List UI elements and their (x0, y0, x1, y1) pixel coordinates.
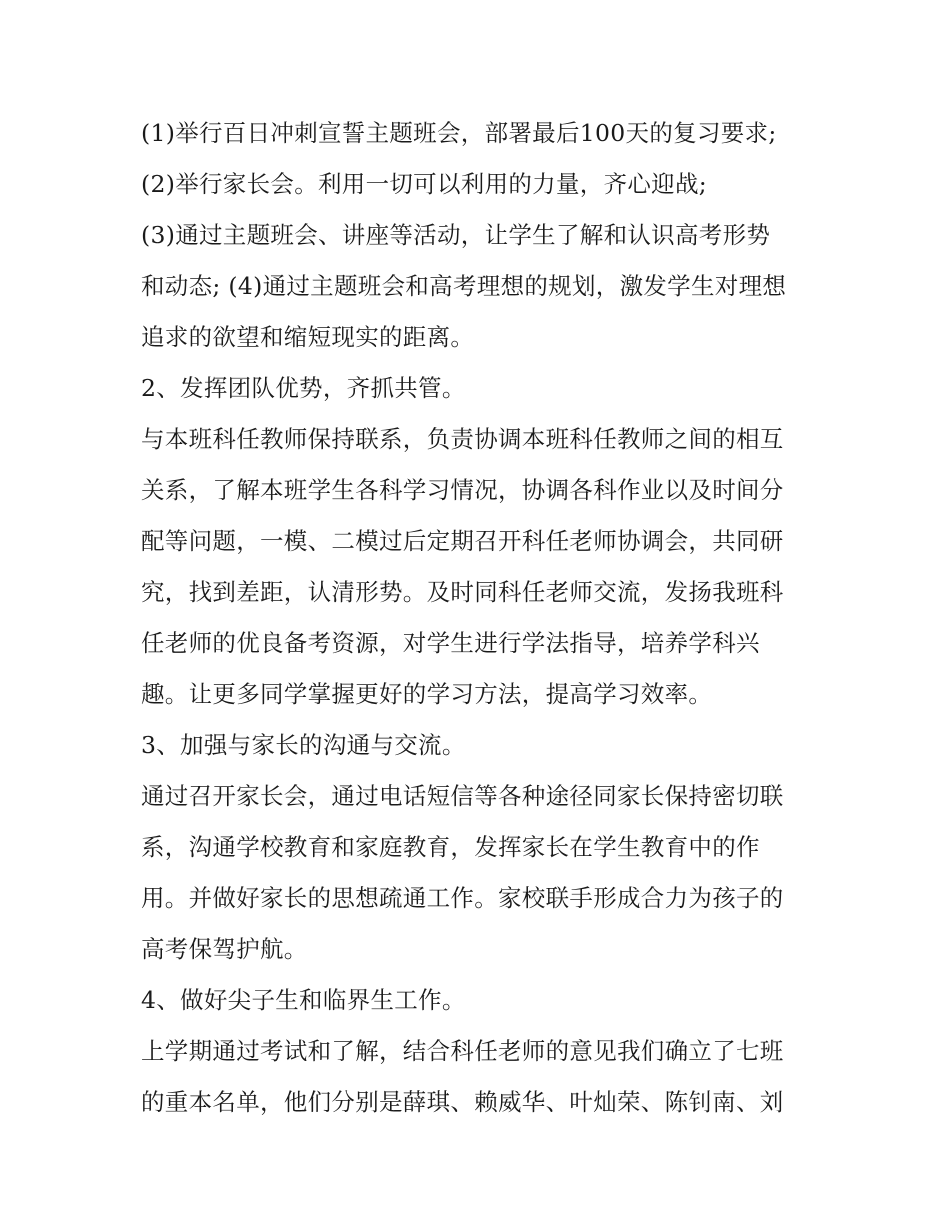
text-line: 追求的欲望和缩短现实的距离。 (141, 323, 475, 351)
text-line: 配等问题，一模、二模过后定期召开科任老师协调会，共同研 (141, 527, 784, 555)
text-line: 任老师的优良备考资源，对学生进行学法指导，培养学科兴 (141, 629, 760, 657)
text-line: 的重本名单，他们分别是薛琪、赖威华、叶灿荣、陈钊南、刘 (141, 1088, 784, 1116)
text-line: 趣。让更多同学掌握更好的学习方法，提高学习效率。 (141, 680, 713, 708)
text-line: 通过召开家长会，通过电话短信等各种途径同家长保持密切联 (141, 782, 784, 810)
section-heading: 4、做好尖子生和临界生工作。 (141, 986, 466, 1014)
text-line: 和动态; (4)通过主题班会和高考理想的规划，激发学生对理想 (141, 272, 787, 300)
text-line: 上学期通过考试和了解，结合科任老师的意见我们确立了七班 (141, 1037, 784, 1065)
section-heading: 3、加强与家长的沟通与交流。 (141, 731, 466, 759)
section-heading: 2、发挥团队优势，齐抓共管。 (141, 374, 466, 402)
text-line: 究，找到差距，认清形势。及时同科任老师交流，发扬我班科 (141, 578, 784, 606)
text-line: (3)通过主题班会、讲座等活动，让学生了解和认识高考形势 (141, 221, 771, 249)
document-body (141, 108, 821, 1128)
text-line: 关系，了解本班学生各科学习情况，协调各科作业以及时间分 (141, 476, 784, 504)
text-line: 用。并做好家长的思想疏通工作。家校联手形成合力为孩子的 (141, 884, 784, 912)
text-line: (2)举行家长会。利用一切可以利用的力量，齐心迎战; (141, 170, 708, 198)
text-line: 系，沟通学校教育和家庭教育，发挥家长在学生教育中的作 (141, 833, 760, 861)
text-line: 高考保驾护航。 (141, 935, 308, 963)
text-line: (1)举行百日冲刺宣誓主题班会，部署最后100天的复习要求; (141, 119, 777, 147)
text-line: 与本班科任教师保持联系，负责协调本班科任教师之间的相互 (141, 425, 784, 453)
